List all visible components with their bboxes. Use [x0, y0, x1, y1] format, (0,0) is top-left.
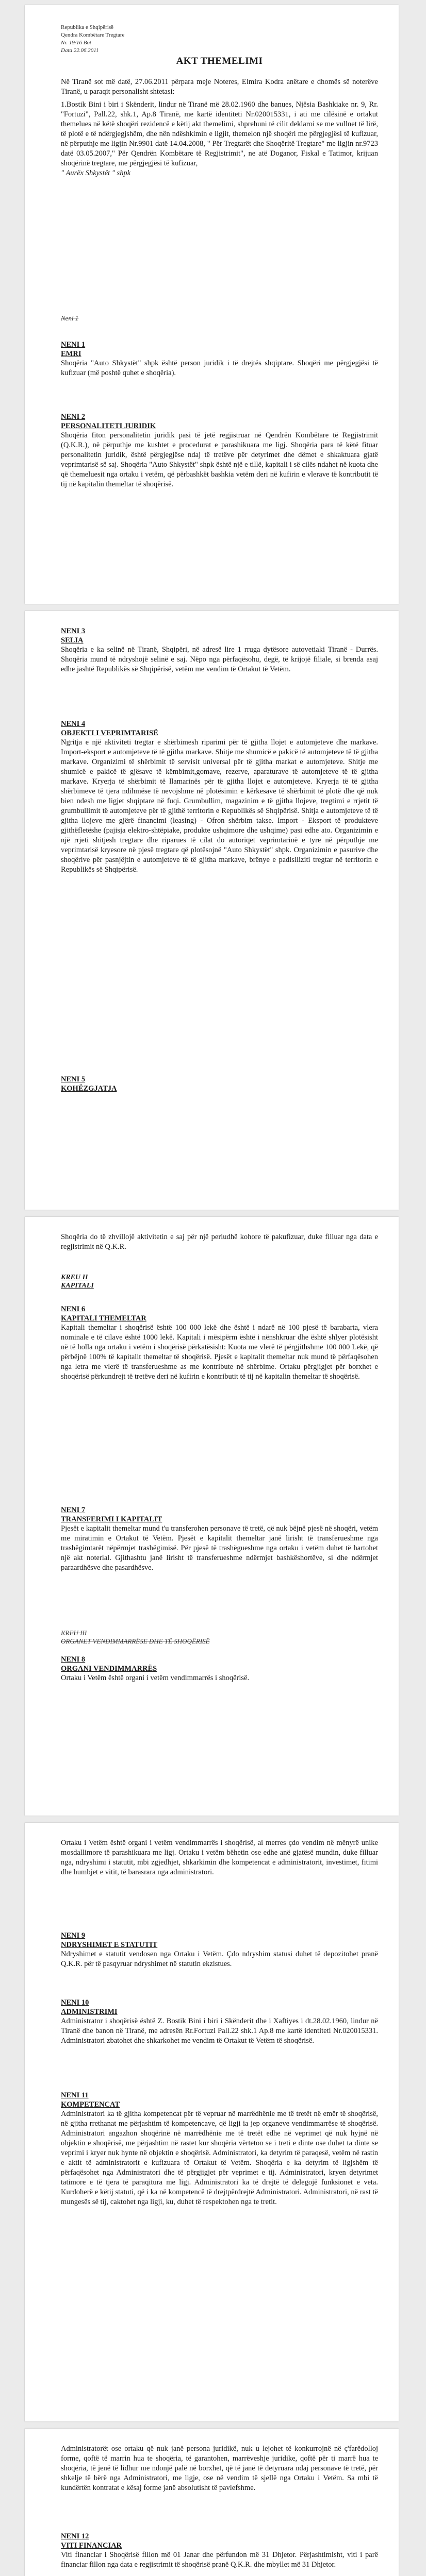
article-2-text: Shoqëria fiton personalitetin juridik pasi të jetë regjistruar në Qendrën Kombëtare të Regjistrimit (Q.K.R.), në përputhje me kushtet e procedurat e parashikuara me ligj. Shoqëria para të këtë fituar personalitetin juridik, është përgjegjëse ndaj të tretëve për detyrimet dhe dëmet e shkaktuara gjatë veprimtarisë së saj. Shoqëria "Auto Shkystët" shpk është një e tillë, kapitali i së cilës ndahet në kuota dhe që themeluesit nga ortaku i vetëm, që përbashkët bashkia vetëm deri në kufirin e vlerave të kontributit të tij në kapitalin themeltar të shoqërisë.	[61, 431, 378, 488]
article-number: NENI 1	[61, 341, 86, 349]
article-number: NENI 2	[61, 413, 86, 421]
article-4-heading	[61, 719, 378, 738]
article-number: NENI 8	[61, 1655, 86, 1664]
article-2-heading	[61, 412, 378, 431]
chapter-title: ORGANET VENDIMMARRËSE DHE TË SHOQËRISË	[61, 1637, 210, 1645]
article-12-heading	[61, 2532, 378, 2550]
article-number: NENI 7	[61, 1506, 86, 1514]
header-line: Qendra Kombëtare Tregtare	[61, 32, 125, 38]
article-number: NENI 12	[61, 2532, 89, 2540]
article-title: SELIA	[61, 636, 84, 645]
article-4-text: Ngritja e një aktiviteti tregtar e shërbimesh riparimi për të gjitha llojet e automjeteve dhe markave. Import-eksport e automjeteve të të gjitha markave. Shitje me shumicë e pakicë të automjeteve të të gjitha markave. Organizimi të shërbimit të servisit universal për të gjitha markat e automjeteve. Shitje me shumicë e pakicë të gjësave të këmbimit,gomave, rezerve, aparaturave të automjeteve të të gjitha markave. Kryerja të shërbimit të llamarinës për të gjitha llojet e automjeteve. Kryerja të të gjitha shërbimeve të tjera ndihmëse të nevojshme në plotësimin e kërkesave të shërbimit të plotë dhe që nuk bien ndesh me ligjet shqiptare në fuqi. Grumbullim, magazinim e të gjitha llojeve, tregtimi e rrjetit të grumbullimit të automjeteve për të gjithë territorin e Republikës së Shqipërisë. Shitja e automjeteve të të gjitha llojeve me gjërë financimi (leasing) - Ofron shërbim takse. Import - Eksport të produkteve gjithëfletëshe (pajisja elektro-shtëpiake, produkte ushqimore dhe ushqime) pasi edhe ato. Organizimin e një rrjeti shitjesh tregtare dhe riparues të cilat do autoriqet veprimtarinë e tyre në përputhje me veprimtarisë kryesore në pjesë tregtare që plotësojnë "Auto Shkystët" shpk. Organizimin e pasurive dhe shoqërive për pasnjëjtin e automjeteve të të gjitha markave, brënye e padisiliziti tregtar në territorin e Republikës së Shqipërisë.	[61, 738, 378, 874]
document-page-1	[25, 5, 399, 604]
article-title: ORGANI VENDIMMARRËS	[61, 1665, 157, 1673]
article-6-text: Kapitali themeltar i shoqërisë është 100 000 lekë dhe është i ndarë në 100 pjesë të barabarta, vlera nominale e të cilave është 1000 lekë. Kapitali i mësipërm është i nënshkruar dhe është shlyer plotësisht në të holla nga ortaku i vetëm i shoqërisë përkatësisht: Kuota me vlerë të përgjithshme 100 000 Lekë, që përbëjnë 100% të kapitalit themeltar të shoqërisë. Pjesët e kapitalit themeltar nuk mund të përfaqësohen nga letra me vlerë të transferueshme as me kontribute në shërbime. Ortaku përgjigjet për borxhet e shoqërisë përkundrejt të tretëve deri në kufirin e kontributit të tij në kapitalin themeltar të shoqërisë.	[61, 1324, 378, 1381]
crossed-note: Neni 1	[61, 314, 79, 322]
article-number: NENI 10	[61, 1998, 89, 2007]
document-header	[61, 24, 124, 55]
intro-paragraph: Në Tiranë sot më datë, 27.06.2011 përpara meje Noteres, Elmira Kodra anëtare e dhomës së noterëve Tiranë, u paraqit personalisht shtetasi:	[61, 78, 378, 96]
article-title: OBJEKTI I VEPRIMTARISË	[61, 729, 158, 737]
article-8-text: Ortaku i Vetëm është organi i vetëm vendimmarrës i shoqërisë.	[61, 1674, 250, 1682]
chapter-heading: KREU III	[61, 1629, 87, 1637]
article-11-heading	[61, 2091, 378, 2109]
article-number: NENI 3	[61, 627, 86, 635]
article-10-heading	[61, 1998, 378, 2016]
article-6-heading	[61, 1304, 378, 1323]
document-page-5	[25, 2429, 399, 2576]
article-3-text: Shoqëria e ka selinë në Tiranë, Shqipëri, në adresë lire 1 rruga dytësore autovetiaki Tiranë - Durrës. Shoqëria mund të ndryshojë selinë e saj. Nëpo nga përfaqësohu, degë, të krijojë filiale, si brenda asaj edhe jashtë Republikës së Shqipërisë, vetëm me vendim të Ortakut të Vetëm.	[61, 646, 378, 673]
article-title: EMRI	[61, 350, 81, 358]
article-title: KOHËZGJATJA	[61, 1084, 117, 1093]
article-9-heading	[61, 1931, 378, 1950]
article-number: NENI 6	[61, 1305, 86, 1313]
article-5-heading	[61, 1075, 378, 1093]
article-11-text: Administratori ka të gjitha kompetencat për të vepruar në marrëdhënie me të tretët në emër të shoqërisë, në gjitha rrethanat me përjashtim të kompetencave, që ligji ia jep organeve vendimmarrëse të shoqërisë. Administratori angazhon shoqërinë në marrëdhënie me të tretët edhe në veprimet që nuk hyjnë në objektin e shoqërisë, me përjashtim në rastet kur shoqëria vërteton se i treti e dinte ose duhet ta dinte se veprimi i kryer nuk hynte në objektin e shoqërisë. Administratori, ka detyrim të paraqesë, vetëm në rastin e aktit të administratorit e kufizuara të Ortakut të Vetëm. Shoqëria e ka detyrim të ligjshëm të përfaqësohet nga Administratori dhe të përgjigjet për veprimet e tij. Administratori, kryen detyrimet tatimore e të tjera të paraqitura me ligj. Administratori ka të drejtë të delegojë funksionet e veta. Kurdoherë e këtij statuti, që i ka në kompetencë të drejtpërdrejtë Administratori. Administratori, në rast të mungesës së tij, caktohet nga ligji, ku, duhet të respektohen nga te tretit.	[61, 2110, 378, 2206]
article-7-text: Pjesët e kapitalit themeltar mund t'u transferohen personave të tretë, që nuk bëjnë pjesë në shoqëri, vetëm me miratimin e Ortakut të Vetëm. Pjesët e kapitalit themeltar janë lirisht të transferueshme nga trashëgimtarët nëpërmjet trashëgimisë. Për pjesë të trashëgueshme nga ortaku i vetëm duhet të hartohet një akt noterial. Gjithashtu janë lirisht të transferueshme ndërmjet bashkëshortëve, si dhe ndërmjet paraardhësve dhe pasardhësve.	[61, 1524, 378, 1572]
header-line: Republika e Shqipërisë	[61, 24, 114, 30]
header-line: Nr. 19/16 Bot	[61, 40, 91, 46]
decision-paragraph: Ortaku i Vetëm është organi i vetëm vendimmarrës i shoqërisë, ai merres çdo vendim në mënyrë unike mosdallimore të parashikuara me ligj. Ortaku i vetëm bëhetin ose edhe anë gjatësë mundin, duke filluar nga, ndryshimi i statutit, mbi zgjedhjet, shkarkimin dhe kompetencat e administratorit, investimet, fitimi dhe humbjet e vitit, të barasrara nga administratori.	[61, 1839, 378, 1876]
chapter-heading: KREU II	[61, 1274, 88, 1281]
article-10-text: Administrator i shoqërisë është Z. Bostik Bini i biri i Skënderit dhe i Xaftiyes i dt.28.02.1960, lindur në Tiranë dhe banon në Tiranë, me adresën Rr.Fortuzi Pall.22 shk.1 Ap.8 me kartë identiteti Nr.020015331. Administratori zbatohet dhe shkarkohet me vendim të Ortakut të Vetëm të shoqërisë.	[61, 2017, 378, 2045]
restriction-paragraph: Administratorët ose ortaku që nuk janë persona juridikë, nuk u lejohet të konkurrojnë në ç'farëdolloj forme, qoftë të marrin hua te shoqëria, të garantohen, marrëveshje juridike, qoftë për ti marrë hua te shoqëria, të jenë të lidhur me ndonjë palë në borxhet, që të janë të detyruara ndaj personave të tretë, për shkelje të bërë nga Administratori, me ligje, ose në vendim të sjellë nga Ortaku i Vetëm. Sa mbi të kundërtën kontratat e kësaj forme janë absolutisht të pavlefshme.	[61, 2445, 378, 2492]
article-1-heading	[61, 340, 378, 359]
article-title: TRANSFERIMI I KAPITALIT	[61, 1515, 162, 1523]
article-1-text: Shoqëria "Auto Shkystët" shpk është person juridik i të drejtës shqiptare. Shoqëri me përgjegjësi të kufizuar (më poshtë quhet e shoqëria).	[61, 359, 378, 377]
header-line: Data 22.06.2011	[61, 47, 99, 54]
article-7-heading	[61, 1505, 378, 1524]
article-3-heading	[61, 626, 378, 645]
article-title: KAPITALI THEMELTAR	[61, 1314, 146, 1323]
article-title: KOMPETENCAT	[61, 2100, 120, 2109]
document-page-2	[25, 611, 399, 1210]
founder-tail: " Aurëx Shkystët " shpk	[61, 169, 131, 177]
article-number: NENI 5	[61, 1075, 86, 1083]
document-page-4	[25, 1823, 399, 2421]
article-title: NDRYSHIMET E STATUTIT	[61, 1941, 158, 1949]
article-5-text: Shoqëria do të zhvillojë aktivitetin e saj për një periudhë kohore të pakufizuar, duke filluar nga data e regjistrimit në Q.K.R.	[61, 1233, 378, 1251]
chapter-title: KAPITALI	[61, 1282, 94, 1290]
founder-paragraph: 1.Bostik Bini i biri i Skënderit, lindur në Tiranë më 28.02.1960 dhe banues, Njësia Bashkiake nr. 9, Rr. "Fortuzi", Pall.22, shk.1, Ap.8 Tiranë, me kartë identiteti Nr.020015331, i ati me cilësinë e ortakut themelues në këtë shoqëri rezidencë e këtij akt themelimi, shprehuni të cilit deklaroi se me vullnet të lirë, të plotë e të ndërgjegjshëm, dhe nën ndëshkimin e ligjit, themelon një shoqëri me përgjegjësi të kufizuar, në përputhje me ligjin Nr.9901 datë 14.04.2008, " Për Tregtarët dhe Shoqëritë Tregtare" me ligjin nr.9723 datë 03.05.2007," Për Qendrën Kombëtare të Regjistrimit", ne atë Doganor, Fiskal e Tatimor, krijuan shoqërinë tregtare, me përgjegjësi të kufizuar,	[61, 100, 378, 167]
document-page-3	[25, 1217, 399, 1816]
article-title: VITI FINANCIAR	[61, 2541, 122, 2550]
article-number: NENI 11	[61, 2091, 89, 2099]
article-title: ADMINISTRIMI	[61, 2008, 118, 2016]
article-12-text: Viti financiar i Shoqërisë fillon më 01 Janar dhe përfundon më 31 Dhjetor. Përjashtimisht, viti i parë financiar fillon nga data e regjistrimit të shoqërisë pranë Q.K.R. dhe mbyllet më 31 Dhjetor.	[61, 2551, 378, 2569]
article-title: PERSONALITETI JURIDIK	[61, 422, 156, 430]
document-title: AKT THEMELIMI	[176, 56, 263, 66]
article-number: NENI 4	[61, 720, 86, 728]
article-number: NENI 9	[61, 1931, 86, 1940]
article-9-text: Ndryshimet e statutit vendosen nga Ortaku i Vetëm. Çdo ndryshim statusi duhet të depozitohet pranë Q.K.R. për të pasqyruar ndryshimet në statutin ekzistues.	[61, 1950, 378, 1968]
article-8-heading	[61, 1655, 378, 1673]
